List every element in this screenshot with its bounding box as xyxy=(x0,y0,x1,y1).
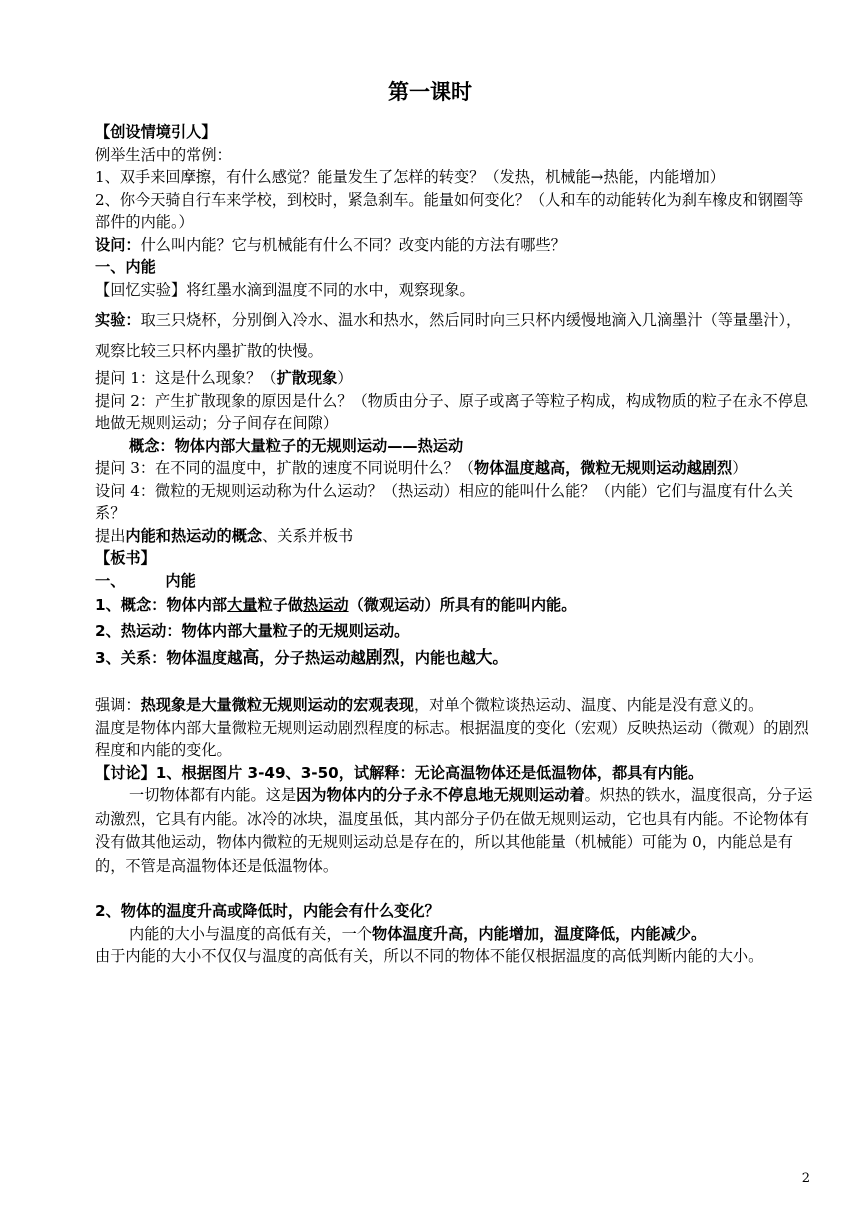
question-3-text: 提问 3：在不同的温度中，扩散的速度不同说明什么？（ xyxy=(95,459,474,477)
document-body xyxy=(95,121,813,968)
emphasis-label: 强调： xyxy=(95,696,141,714)
discussion-answer-2-bold: 物体温度升高，内能增加，温度降低，内能减少。 xyxy=(372,924,707,943)
question-1-answer: 扩散现象 xyxy=(276,369,338,387)
page-number: 2 xyxy=(801,1171,810,1186)
question-paragraph xyxy=(95,234,813,257)
emphasis-bold: 热现象是大量微粒无规则运动的宏观表现 xyxy=(140,696,414,714)
discussion-answer-2-pre: 内能的大小与温度的高低有关，一个 xyxy=(129,924,372,943)
board-section-number: 一、 xyxy=(95,571,126,590)
discussion-answer-2-rest: 由于内能的大小不仅仅与温度的高低有关，所以不同的物体不能仅根据温度的高低判断内能的大小。 xyxy=(95,947,764,965)
experiment-label: 实验： xyxy=(95,311,141,329)
board-item-3-mid: ，分子热运动越 xyxy=(259,649,366,667)
board-item-1-mid: 粒子做 xyxy=(257,596,304,614)
board-item-3-mid-2: ，内能也越 xyxy=(399,649,476,667)
discussion-question-1 xyxy=(95,762,813,785)
board-item-3-key-1: 高 xyxy=(242,648,260,668)
intro-line: 例举生活中的常例： xyxy=(95,145,232,164)
recall-paragraph xyxy=(95,279,813,302)
discussion-answer-1-bold: 因为物体内的分子永不停息地无规则运动着 xyxy=(296,786,585,804)
board-heading: 【板书】 xyxy=(95,549,156,567)
question-1-text: 提问 1：这是什么现象？（ xyxy=(95,369,277,387)
section-intro-heading: 【创设情境引人】 xyxy=(95,123,217,141)
question-text: 什么叫内能？它与机械能有什么不同？改变内能的方法有哪些？ xyxy=(140,235,566,254)
board-item-1-post: （微观运动）所具有的能叫内能。 xyxy=(348,596,577,614)
emphasis-paragraph xyxy=(95,694,813,717)
board-item-1 xyxy=(95,592,813,618)
board-item-3-key-3: 大 xyxy=(475,648,493,668)
page-title: 第一课时 xyxy=(388,80,472,104)
board-item-1-pre: 1、概念：物体内部 xyxy=(95,596,228,614)
discussion-question-2: 2、物体的温度升高或降低时，内能会有什么变化？ xyxy=(95,902,440,920)
board-item-1-underline-1: 大量 xyxy=(227,596,258,614)
board-section-1 xyxy=(95,570,813,593)
concept-line: 概念：物体内部大量粒子的无规则运动——热运动 xyxy=(129,436,464,455)
recall-text: 将红墨水滴到温度不同的水中，观察现象。 xyxy=(186,280,475,299)
example-2: 2、你今天骑自行车来学校，到校时，紧急刹车。能量如何变化？（人和车的动能转化为刹车橡皮和钢圈等部件的内能。） xyxy=(95,190,804,231)
recall-label: 【回忆实验】 xyxy=(95,280,187,299)
question-4: 设问 4：微粒的无规则运动称为什么运动？（热运动）相应的能叫什么能？（内能）它们与温度有什么关系？ xyxy=(95,481,793,522)
board-item-3-end: 。 xyxy=(492,649,508,667)
board-item-1-underline-2: 热运动 xyxy=(303,596,349,614)
board-item-3-key-2: 剧烈 xyxy=(365,648,400,668)
board-item-3-pre: 3、关系：物体温度越 xyxy=(95,649,243,667)
propose-pre: 提出 xyxy=(95,526,126,545)
question-label: 设问： xyxy=(95,235,141,254)
propose-line xyxy=(95,525,813,548)
discussion-answer-1 xyxy=(95,784,813,878)
discussion-label: 【讨论】 xyxy=(95,763,156,782)
emphasis-rest: ，对单个微粒谈热运动、温度、内能是没有意义的。 xyxy=(413,696,764,714)
propose-bold: 内能和热运动的概念 xyxy=(125,526,263,545)
discussion-question-1-text: 1、根据图片 3-49、3-50，试解释：无论高温物体还是低温物体，都具有内能。 xyxy=(155,763,704,782)
question-3-answer: 物体温度越高，微粒无规则运动越剧烈 xyxy=(474,459,733,477)
discussion-answer-1-rest: 。炽热的铁水，温度很高，分子运动激烈，它具有内能。冰冷的冰块，温度虽低，其内部分子仍在做无规则运动，它也具有内能。不论物体有没有做其他运动，物体内微粒的无规则运动总是存在的，所以其他能量（机械能）可能为 0，内能总是有的，不管是高温物体还是低温物体。 xyxy=(95,786,813,875)
question-1 xyxy=(95,367,813,390)
question-3-end: ） xyxy=(732,459,748,477)
board-item-2: 2、热运动：物体内部大量粒子的无规则运动。 xyxy=(95,622,410,640)
propose-post: 、关系并板书 xyxy=(262,526,354,545)
question-3 xyxy=(95,457,813,480)
experiment-paragraph xyxy=(95,305,813,367)
question-1-end: ） xyxy=(337,369,353,387)
temperature-paragraph: 温度是物体内部大量微粒无规则运动剧烈程度的标志。根据温度的变化（宏观）反映热运动（微观）的剧烈程度和内能的变化。 xyxy=(95,718,809,759)
board-item-3 xyxy=(95,644,813,672)
discussion-answer-2 xyxy=(95,923,813,946)
question-2: 提问 2：产生扩散现象的原因是什么？（物质由分子、原子或离子等粒子构成，构成物质的粒子在永不停息地做无规则运动；分子间存在间隙） xyxy=(95,391,809,432)
example-1: 1、双手来回摩擦，有什么感觉？能量发生了怎样的转变？（发热，机械能→热能，内能增加） xyxy=(95,168,725,186)
heading-internal-energy: 一、内能 xyxy=(95,258,156,276)
experiment-text: 取三只烧杯，分别倒入冷水、温水和热水，然后同时向三只杯内缓慢地滴入几滴墨汁（等量墨汁），观察比较三只杯内墨扩散的快慢。 xyxy=(95,311,802,360)
board-section-title: 内能 xyxy=(165,571,196,590)
discussion-answer-1-pre: 一切物体都有内能。这是 xyxy=(129,786,297,804)
